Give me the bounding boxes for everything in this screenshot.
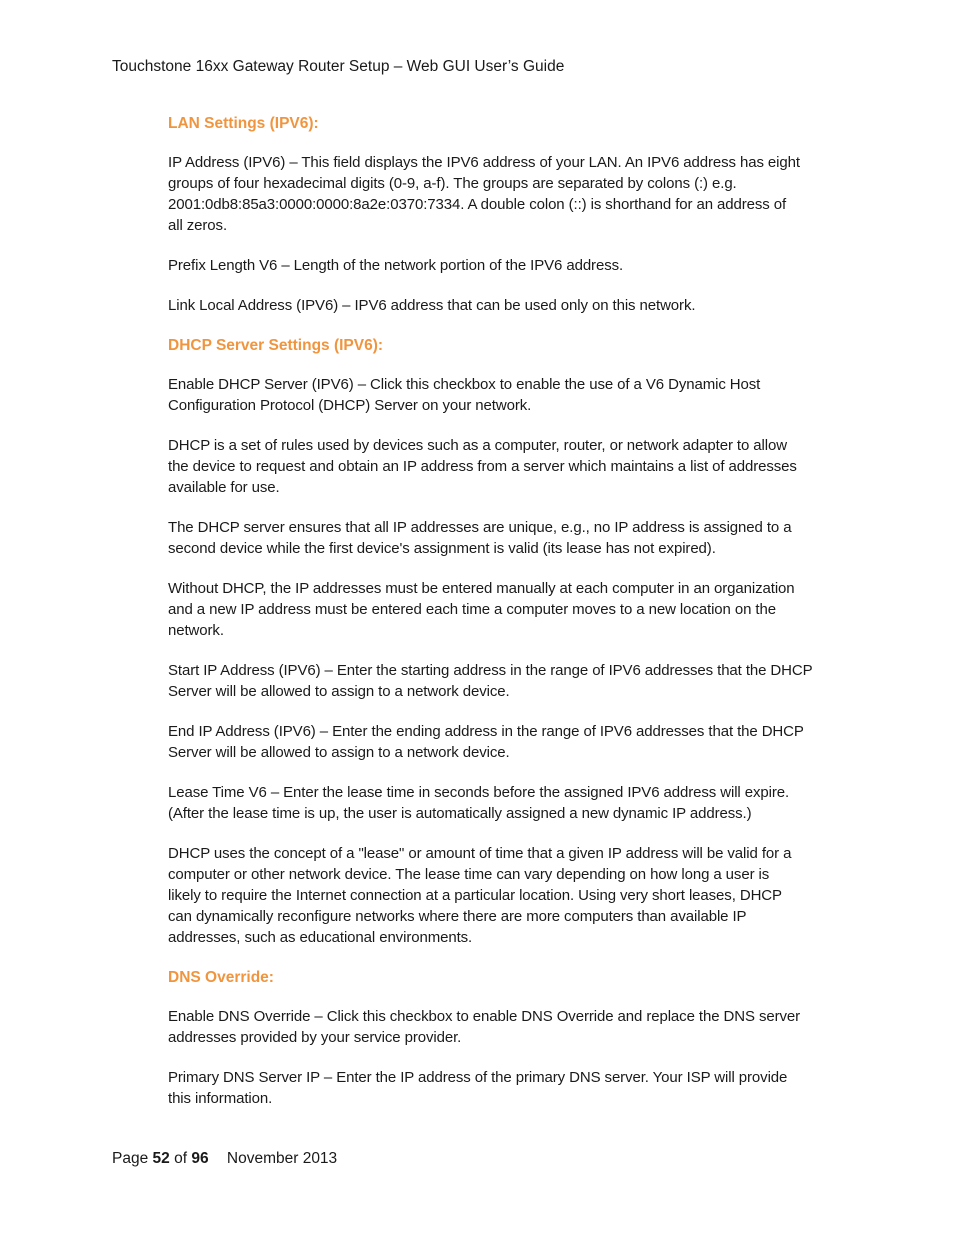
paragraph	[168, 843, 844, 948]
paragraph	[168, 578, 844, 641]
text-line: likely to require the Internet connection at a particular location. Using very short leases, DHCP	[168, 887, 782, 904]
page-number: 52	[152, 1150, 170, 1167]
page-footer	[112, 1148, 337, 1169]
paragraph	[168, 255, 844, 276]
text-line: Prefix Length V6 – Length of the network portion of the IPV6 address.	[168, 257, 624, 274]
text-line: Primary DNS Server IP – Enter the IP address of the primary DNS server. Your ISP will provide	[168, 1069, 788, 1086]
text-line: computer or other network device. The lease time can vary depending on how long a user is	[168, 866, 770, 883]
text-line: and a new IP address must be entered each time a computer moves to a new location on the	[168, 601, 776, 618]
paragraph	[168, 435, 844, 498]
paragraph	[168, 1006, 844, 1048]
paragraph	[168, 152, 844, 236]
publication-date: November 2013	[226, 1150, 338, 1167]
text-line: Server will be allowed to assign to a network device.	[168, 744, 510, 761]
paragraph	[168, 295, 844, 316]
document-title: Touchstone 16xx Gateway Router Setup – Web GUI User’s Guide	[112, 58, 565, 75]
text-line: addresses, such as educational environments.	[168, 929, 473, 946]
text-line: DHCP uses the concept of a "lease" or amount of time that a given IP address will be valid for a	[168, 845, 792, 862]
text-line: Enable DNS Override – Click this checkbox to enable DNS Override and replace the DNS server	[168, 1008, 801, 1025]
paragraph	[168, 374, 844, 416]
section-heading: LAN Settings (IPV6):	[168, 115, 319, 132]
text-line: (After the lease time is up, the user is automatically assigned a new dynamic IP address.)	[168, 805, 752, 822]
text-line: the device to request and obtain an IP address from a server which maintains a list of addresses	[168, 458, 797, 475]
paragraph	[168, 782, 844, 824]
text-line: network.	[168, 622, 224, 639]
text-line: available for use.	[168, 479, 280, 496]
text-line: End IP Address (IPV6) – Enter the ending address in the range of IPV6 addresses that the DHCP	[168, 723, 804, 740]
text-line: Without DHCP, the IP addresses must be entered manually at each computer in an organization	[168, 580, 795, 597]
paragraph	[168, 517, 844, 559]
page-content	[168, 113, 844, 1109]
section-heading: DNS Override:	[168, 969, 274, 986]
text-line: can dynamically reconfigure networks where there are more computers than available IP	[168, 908, 747, 925]
of-label: of	[174, 1150, 188, 1167]
paragraph	[168, 660, 844, 702]
text-line: Lease Time V6 – Enter the lease time in seconds before the assigned IPV6 address will expire.	[168, 784, 790, 801]
text-line: groups of four hexadecimal digits (0-9, a-f). The groups are separated by colons (:) e.g.	[168, 175, 737, 192]
text-line: The DHCP server ensures that all IP addresses are unique, e.g., no IP address is assigned to a	[168, 519, 792, 536]
text-line: Link Local Address (IPV6) – IPV6 address that can be used only on this network.	[168, 297, 696, 314]
paragraph	[168, 721, 844, 763]
text-line: Configuration Protocol (DHCP) Server on your network.	[168, 397, 532, 414]
paragraph	[168, 1067, 844, 1109]
page-label: Page	[112, 1150, 149, 1167]
text-line: Enable DHCP Server (IPV6) – Click this checkbox to enable the use of a V6 Dynamic Host	[168, 376, 761, 393]
section-heading: DHCP Server Settings (IPV6):	[168, 337, 384, 354]
text-line: Start IP Address (IPV6) – Enter the starting address in the range of IPV6 addresses that the DHCP	[168, 662, 813, 679]
text-line: 2001:0db8:85a3:0000:0000:8a2e:0370:7334. A double colon (::) is shorthand for an address of	[168, 196, 787, 213]
text-line: all zeros.	[168, 217, 228, 234]
text-line: addresses provided by your service provider.	[168, 1029, 462, 1046]
text-line: Server will be allowed to assign to a network device.	[168, 683, 510, 700]
text-line: IP Address (IPV6) – This field displays the IPV6 address of your LAN. An IPV6 address has eight	[168, 154, 800, 171]
page-header	[112, 56, 564, 77]
text-line: second device while the first device's assignment is valid (its lease has not expired).	[168, 540, 716, 557]
text-line: DHCP is a set of rules used by devices such as a computer, router, or network adapter to allow	[168, 437, 787, 454]
total-pages: 96	[191, 1150, 209, 1167]
text-line: this information.	[168, 1090, 273, 1107]
